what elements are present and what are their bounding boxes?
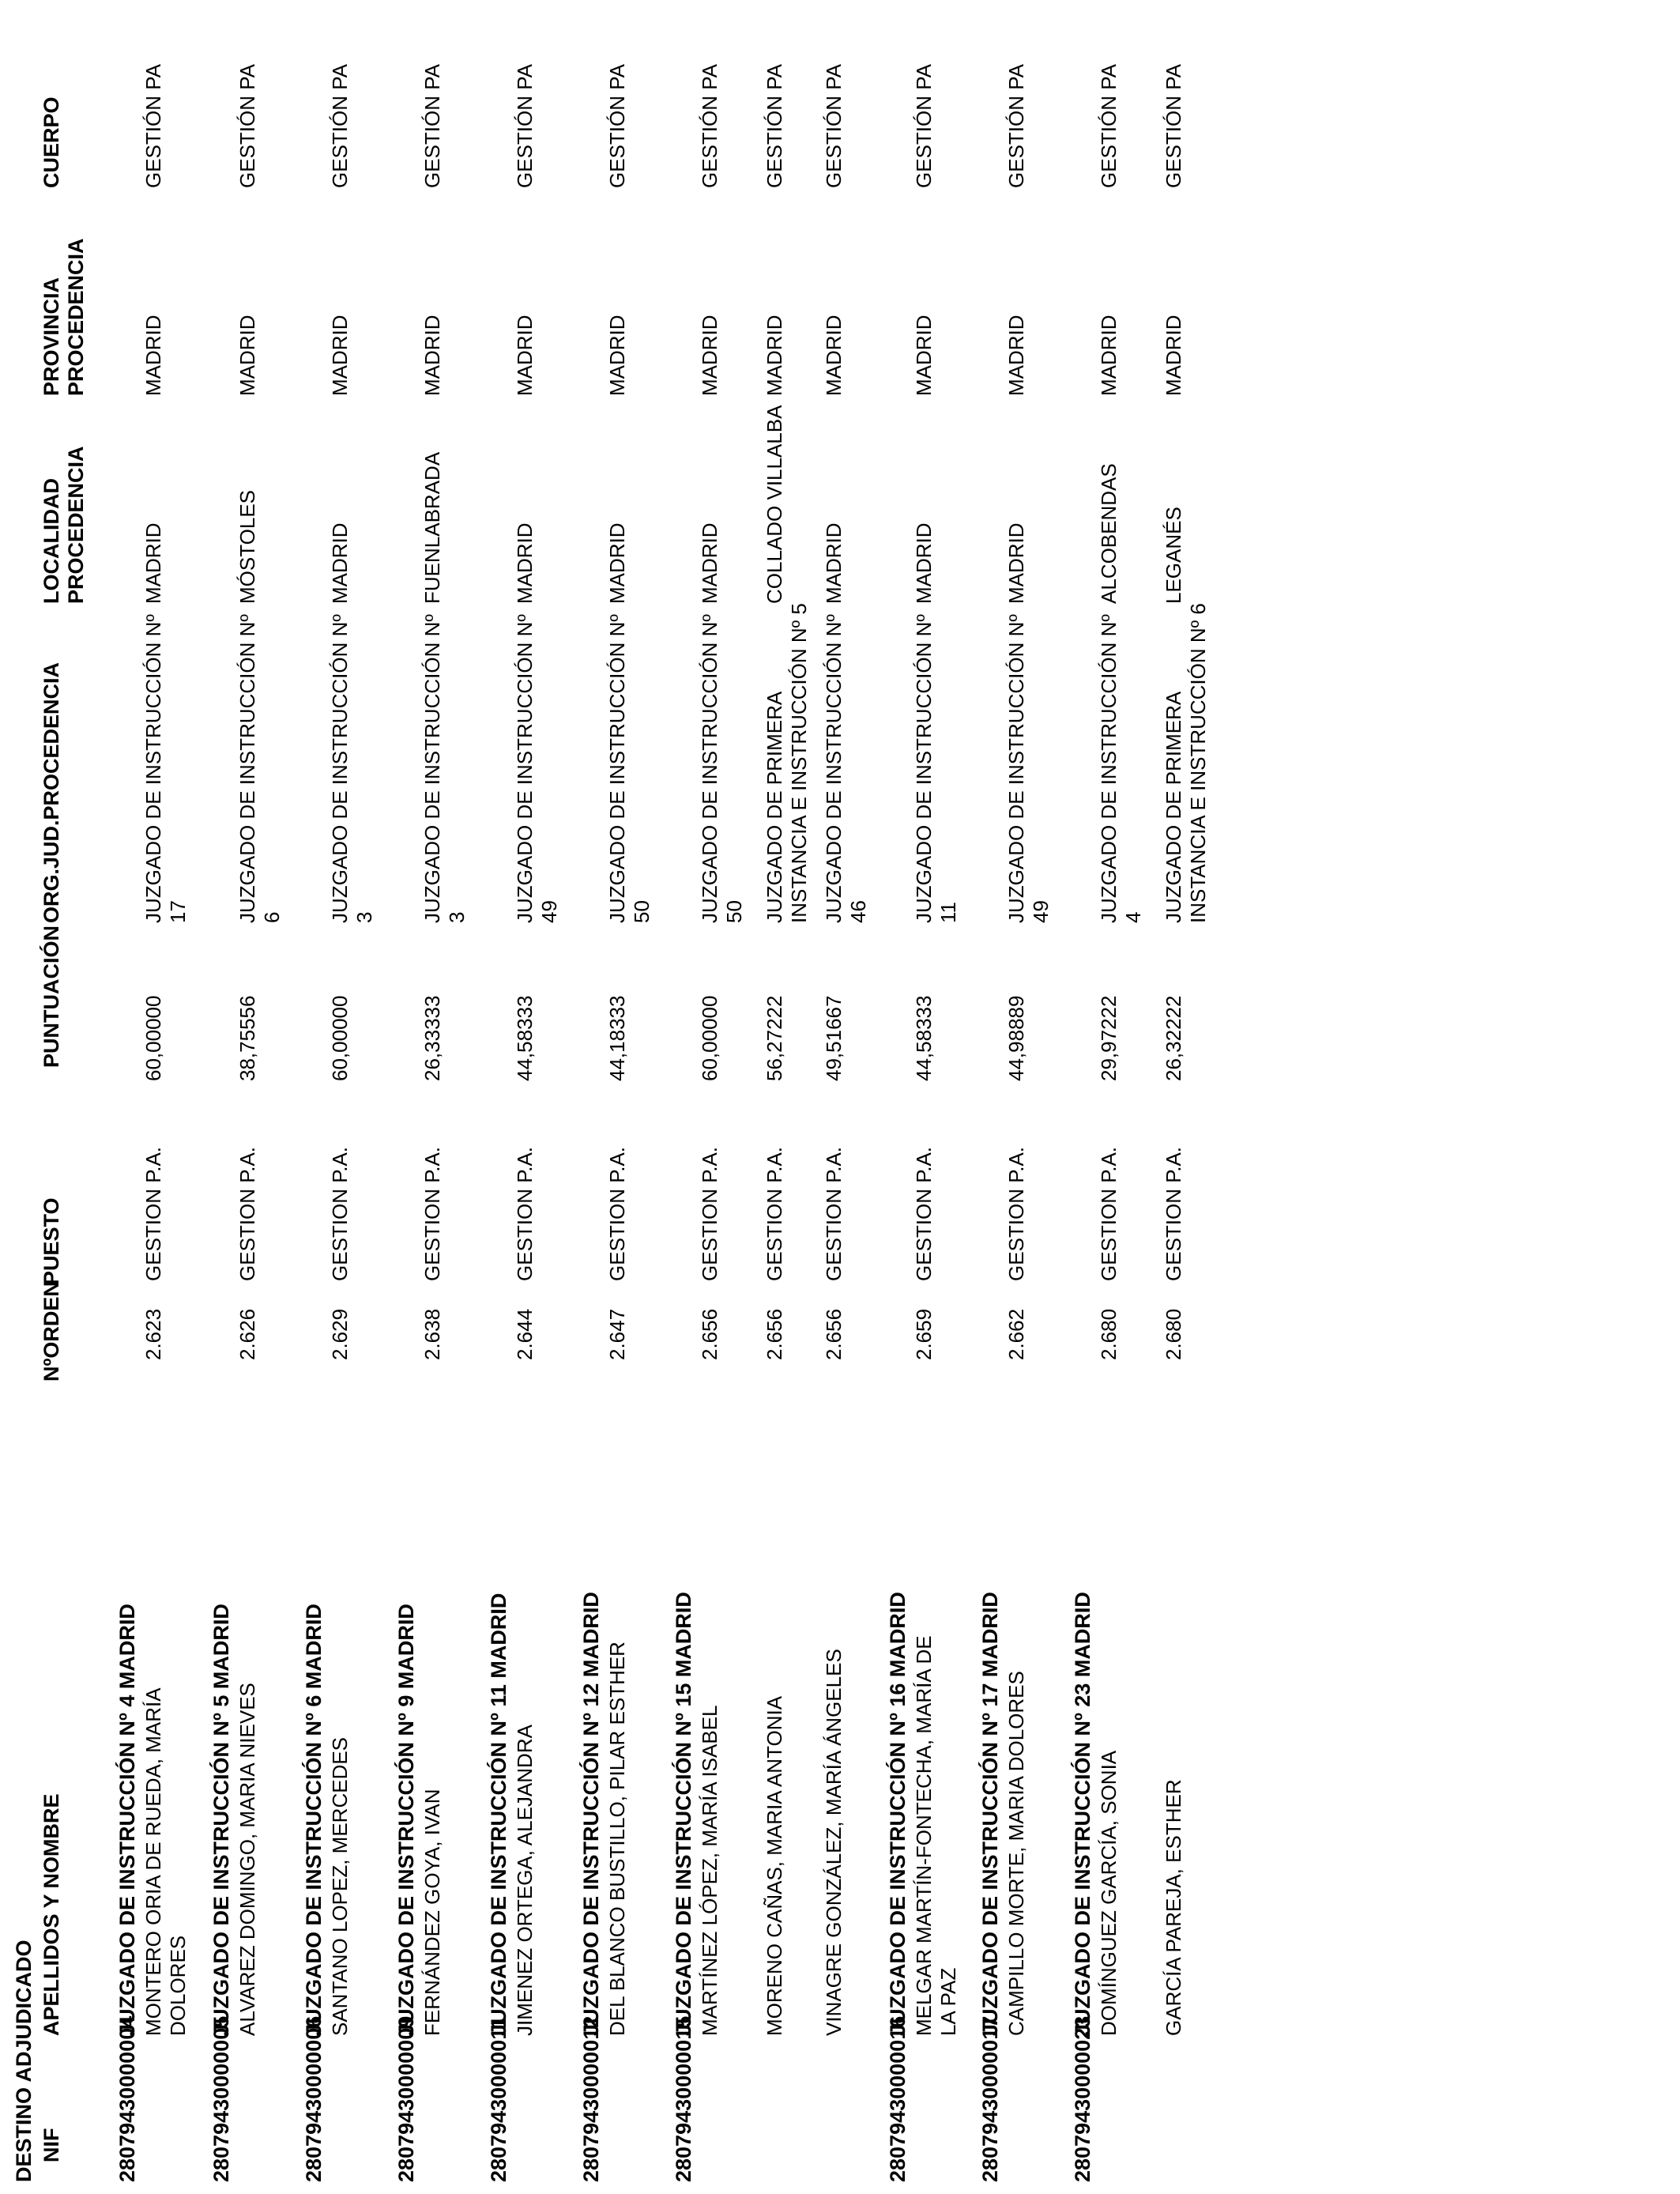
header-nif: NIF: [40, 2128, 63, 2162]
group-nif: 28079430000009: [394, 2015, 418, 2182]
cell-puesto: GESTION P.A.: [235, 1146, 259, 1281]
cell-nombre: GARCÍA PAREJA, ESTHER: [1162, 1779, 1185, 2036]
cell-localidad: MADRID: [912, 522, 936, 604]
header-puesto: PUESTO: [40, 1197, 63, 1285]
cell-provincia: MADRID: [141, 315, 165, 396]
group-destino: JUZGADO DE INSTRUCCIÓN Nº 23 MADRID: [1071, 1592, 1094, 2036]
cell-puntuacion: 44,98889: [1004, 995, 1028, 1081]
document-title: DESTINO ADJUDICADO: [12, 1940, 36, 2182]
header-org: ORG.JUD.PROCEDENCIA: [40, 662, 63, 923]
group-destino: JUZGADO DE INSTRUCCIÓN Nº 12 MADRID: [579, 1592, 603, 2036]
cell-localidad: MADRID: [822, 522, 846, 604]
cell-cuerpo: GESTIÓN PA: [763, 64, 786, 188]
cell-localidad: MADRID: [698, 522, 721, 604]
cell-puntuacion: 56,27222: [763, 995, 786, 1081]
cell-cuerpo: GESTIÓN PA: [513, 64, 537, 188]
cell-localidad: LEGANÉS: [1162, 507, 1185, 604]
cell-org: JUZGADO DE INSTRUCCIÓN Nº 3: [420, 614, 469, 923]
cell-nombre: VINAGRE GONZÁLEZ, MARÍA ÁNGELES: [822, 1649, 846, 2036]
cell-orden: 2.623: [141, 1308, 165, 1360]
cell-localidad: COLLADO VILLALBA: [763, 405, 786, 604]
group-nif: 28079430000005: [209, 2015, 233, 2182]
cell-provincia: MADRID: [605, 315, 629, 396]
cell-orden: 2.656: [763, 1308, 786, 1360]
cell-nombre: ALVAREZ DOMINGO, MARIA NIEVES: [235, 1683, 259, 2036]
cell-localidad: ALCOBENDAS: [1097, 463, 1121, 604]
cell-provincia: MADRID: [1097, 315, 1121, 396]
cell-nombre: MONTERO ORIA DE RUEDA, MARÍA DOLORES: [141, 1687, 190, 2036]
group-destino: JUZGADO DE INSTRUCCIÓN Nº 16 MADRID: [886, 1592, 910, 2036]
cell-provincia: MADRID: [420, 315, 444, 396]
cell-org: JUZGADO DE INSTRUCCIÓN Nº 49: [1004, 614, 1053, 923]
cell-nombre: MELGAR MARTÍN-FONTECHA, MARÍA DE LA PAZ: [912, 1635, 960, 2036]
cell-puesto: GESTION P.A.: [328, 1146, 352, 1281]
cell-localidad: MADRID: [605, 522, 629, 604]
header-provincia: PROVINCIA PROCEDENCIA: [40, 238, 88, 396]
cell-nombre: DEL BLANCO BUSTILLO, PILAR ESTHER: [605, 1642, 629, 2036]
cell-orden: 2.662: [1004, 1308, 1028, 1360]
cell-org: JUZGADO DE INSTRUCCIÓN Nº 3: [328, 614, 376, 923]
cell-nombre: SANTANO LOPEZ, MERCEDES: [328, 1736, 352, 2036]
cell-localidad: MÓSTOLES: [235, 489, 259, 604]
cell-puesto: GESTION P.A.: [763, 1146, 786, 1281]
cell-orden: 2.656: [698, 1308, 721, 1360]
group-destino: JUZGADO DE INSTRUCCIÓN Nº 17 MADRID: [978, 1592, 1002, 2036]
cell-puntuacion: 49,51667: [822, 995, 846, 1081]
group-destino: JUZGADO DE INSTRUCCIÓN Nº 11 MADRID: [487, 1593, 510, 2036]
cell-orden: 2.656: [822, 1308, 846, 1360]
header-cuerpo: CUERPO: [40, 96, 63, 188]
cell-orden: 2.626: [235, 1308, 259, 1360]
cell-org: JUZGADO DE INSTRUCCIÓN Nº 46: [822, 614, 870, 923]
cell-cuerpo: GESTIÓN PA: [1004, 64, 1028, 188]
group-nif: 28079430000017: [978, 2015, 1002, 2182]
cell-cuerpo: GESTIÓN PA: [235, 64, 259, 188]
cell-orden: 2.629: [328, 1308, 352, 1360]
cell-cuerpo: GESTIÓN PA: [698, 64, 721, 188]
header-puntuacion: PUNTUACIÓN: [40, 925, 63, 1068]
cell-org: JUZGADO DE INSTRUCCIÓN Nº 4: [1097, 614, 1145, 923]
cell-org: JUZGADO DE INSTRUCCIÓN Nº 49: [513, 614, 561, 923]
cell-orden: 2.638: [420, 1308, 444, 1360]
group-nif: 28079430000016: [886, 2015, 910, 2182]
group-destino: JUZGADO DE INSTRUCCIÓN Nº 9 MADRID: [394, 1604, 418, 2036]
cell-puntuacion: 26,33333: [420, 995, 444, 1081]
cell-provincia: MADRID: [822, 315, 846, 396]
cell-nombre: MARTÍNEZ LÓPEZ, MARÍA ISABEL: [698, 1705, 721, 2036]
cell-org: JUZGADO DE PRIMERA INSTANCIA E INSTRUCCIÓN Nº 5: [763, 603, 811, 923]
cell-orden: 2.680: [1097, 1308, 1121, 1360]
cell-puntuacion: 44,58333: [912, 995, 936, 1081]
cell-puntuacion: 60,00000: [698, 995, 721, 1081]
cell-cuerpo: GESTIÓN PA: [1162, 64, 1185, 188]
cell-provincia: MADRID: [513, 315, 537, 396]
cell-provincia: MADRID: [763, 315, 786, 396]
cell-org: JUZGADO DE INSTRUCCIÓN Nº 50: [605, 614, 654, 923]
cell-org: JUZGADO DE INSTRUCCIÓN Nº 11: [912, 614, 960, 923]
cell-puesto: GESTION P.A.: [1097, 1146, 1121, 1281]
cell-nombre: MORENO CAÑAS, MARIA ANTONIA: [763, 1695, 786, 2036]
cell-puntuacion: 60,00000: [141, 995, 165, 1081]
cell-puesto: GESTION P.A.: [420, 1146, 444, 1281]
cell-orden: 2.644: [513, 1308, 537, 1360]
cell-org: JUZGADO DE INSTRUCCIÓN Nº 6: [235, 614, 284, 923]
cell-puntuacion: 38,75556: [235, 995, 259, 1081]
cell-orden: 2.647: [605, 1308, 629, 1360]
cell-puesto: GESTION P.A.: [912, 1146, 936, 1281]
group-nif: 28079430000015: [672, 2015, 695, 2182]
cell-cuerpo: GESTIÓN PA: [912, 64, 936, 188]
header-nombre: APELLIDOS Y NOMBRE: [40, 1793, 63, 2036]
cell-localidad: MADRID: [513, 522, 537, 604]
group-nif: 28079430000023: [1071, 2015, 1094, 2182]
cell-localidad: MADRID: [1004, 522, 1028, 604]
cell-puntuacion: 60,00000: [328, 995, 352, 1081]
cell-puesto: GESTION P.A.: [1162, 1146, 1185, 1281]
cell-puntuacion: 26,32222: [1162, 995, 1185, 1081]
cell-puntuacion: 29,97222: [1097, 995, 1121, 1081]
cell-cuerpo: GESTIÓN PA: [822, 64, 846, 188]
cell-nombre: FERNÁNDEZ GOYA, IVAN: [420, 1789, 444, 2036]
cell-localidad: MADRID: [328, 522, 352, 604]
cell-provincia: MADRID: [328, 315, 352, 396]
cell-cuerpo: GESTIÓN PA: [605, 64, 629, 188]
cell-provincia: MADRID: [698, 315, 721, 396]
cell-puesto: GESTION P.A.: [141, 1146, 165, 1281]
header-orden: NºORDEN: [40, 1281, 63, 1382]
cell-puesto: GESTION P.A.: [513, 1146, 537, 1281]
cell-provincia: MADRID: [235, 315, 259, 396]
cell-org: JUZGADO DE INSTRUCCIÓN Nº 17: [141, 614, 190, 923]
group-nif: 28079430000011: [487, 2017, 510, 2182]
cell-puntuacion: 44,58333: [513, 995, 537, 1081]
cell-provincia: MADRID: [912, 315, 936, 396]
group-destino: JUZGADO DE INSTRUCCIÓN Nº 4 MADRID: [115, 1604, 139, 2036]
cell-cuerpo: GESTIÓN PA: [420, 64, 444, 188]
cell-puntuacion: 44,18333: [605, 995, 629, 1081]
cell-puesto: GESTION P.A.: [605, 1146, 629, 1281]
cell-orden: 2.659: [912, 1308, 936, 1360]
cell-org: JUZGADO DE INSTRUCCIÓN Nº 50: [698, 614, 746, 923]
cell-cuerpo: GESTIÓN PA: [328, 64, 352, 188]
cell-localidad: FUENLABRADA: [420, 451, 444, 604]
cell-puesto: GESTION P.A.: [822, 1146, 846, 1281]
cell-provincia: MADRID: [1004, 315, 1028, 396]
cell-provincia: MADRID: [1162, 315, 1185, 396]
group-destino: JUZGADO DE INSTRUCCIÓN Nº 5 MADRID: [209, 1604, 233, 2036]
cell-cuerpo: GESTIÓN PA: [1097, 64, 1121, 188]
group-destino: JUZGADO DE INSTRUCCIÓN Nº 15 MADRID: [672, 1592, 695, 2036]
cell-nombre: CAMPILLO MORTE, MARIA DOLORES: [1004, 1671, 1028, 2036]
header-localidad: LOCALIDAD PROCEDENCIA: [40, 446, 88, 604]
group-nif: 28079430000012: [579, 2015, 603, 2182]
group-destino: JUZGADO DE INSTRUCCIÓN Nº 6 MADRID: [302, 1604, 326, 2036]
cell-nombre: DOMÍNGUEZ GARCÍA, SONIA: [1097, 1750, 1121, 2036]
cell-localidad: MADRID: [141, 522, 165, 604]
cell-orden: 2.680: [1162, 1308, 1185, 1360]
cell-org: JUZGADO DE PRIMERA INSTANCIA E INSTRUCCIÓN Nº 6: [1162, 603, 1210, 923]
cell-nombre: JIMENEZ ORTEGA, ALEJANDRA: [513, 1725, 537, 2036]
group-nif: 28079430000004: [115, 2015, 139, 2182]
cell-puesto: GESTION P.A.: [1004, 1146, 1028, 1281]
group-nif: 28079430000006: [302, 2015, 326, 2182]
cell-cuerpo: GESTIÓN PA: [141, 64, 165, 188]
cell-puesto: GESTION P.A.: [698, 1146, 721, 1281]
